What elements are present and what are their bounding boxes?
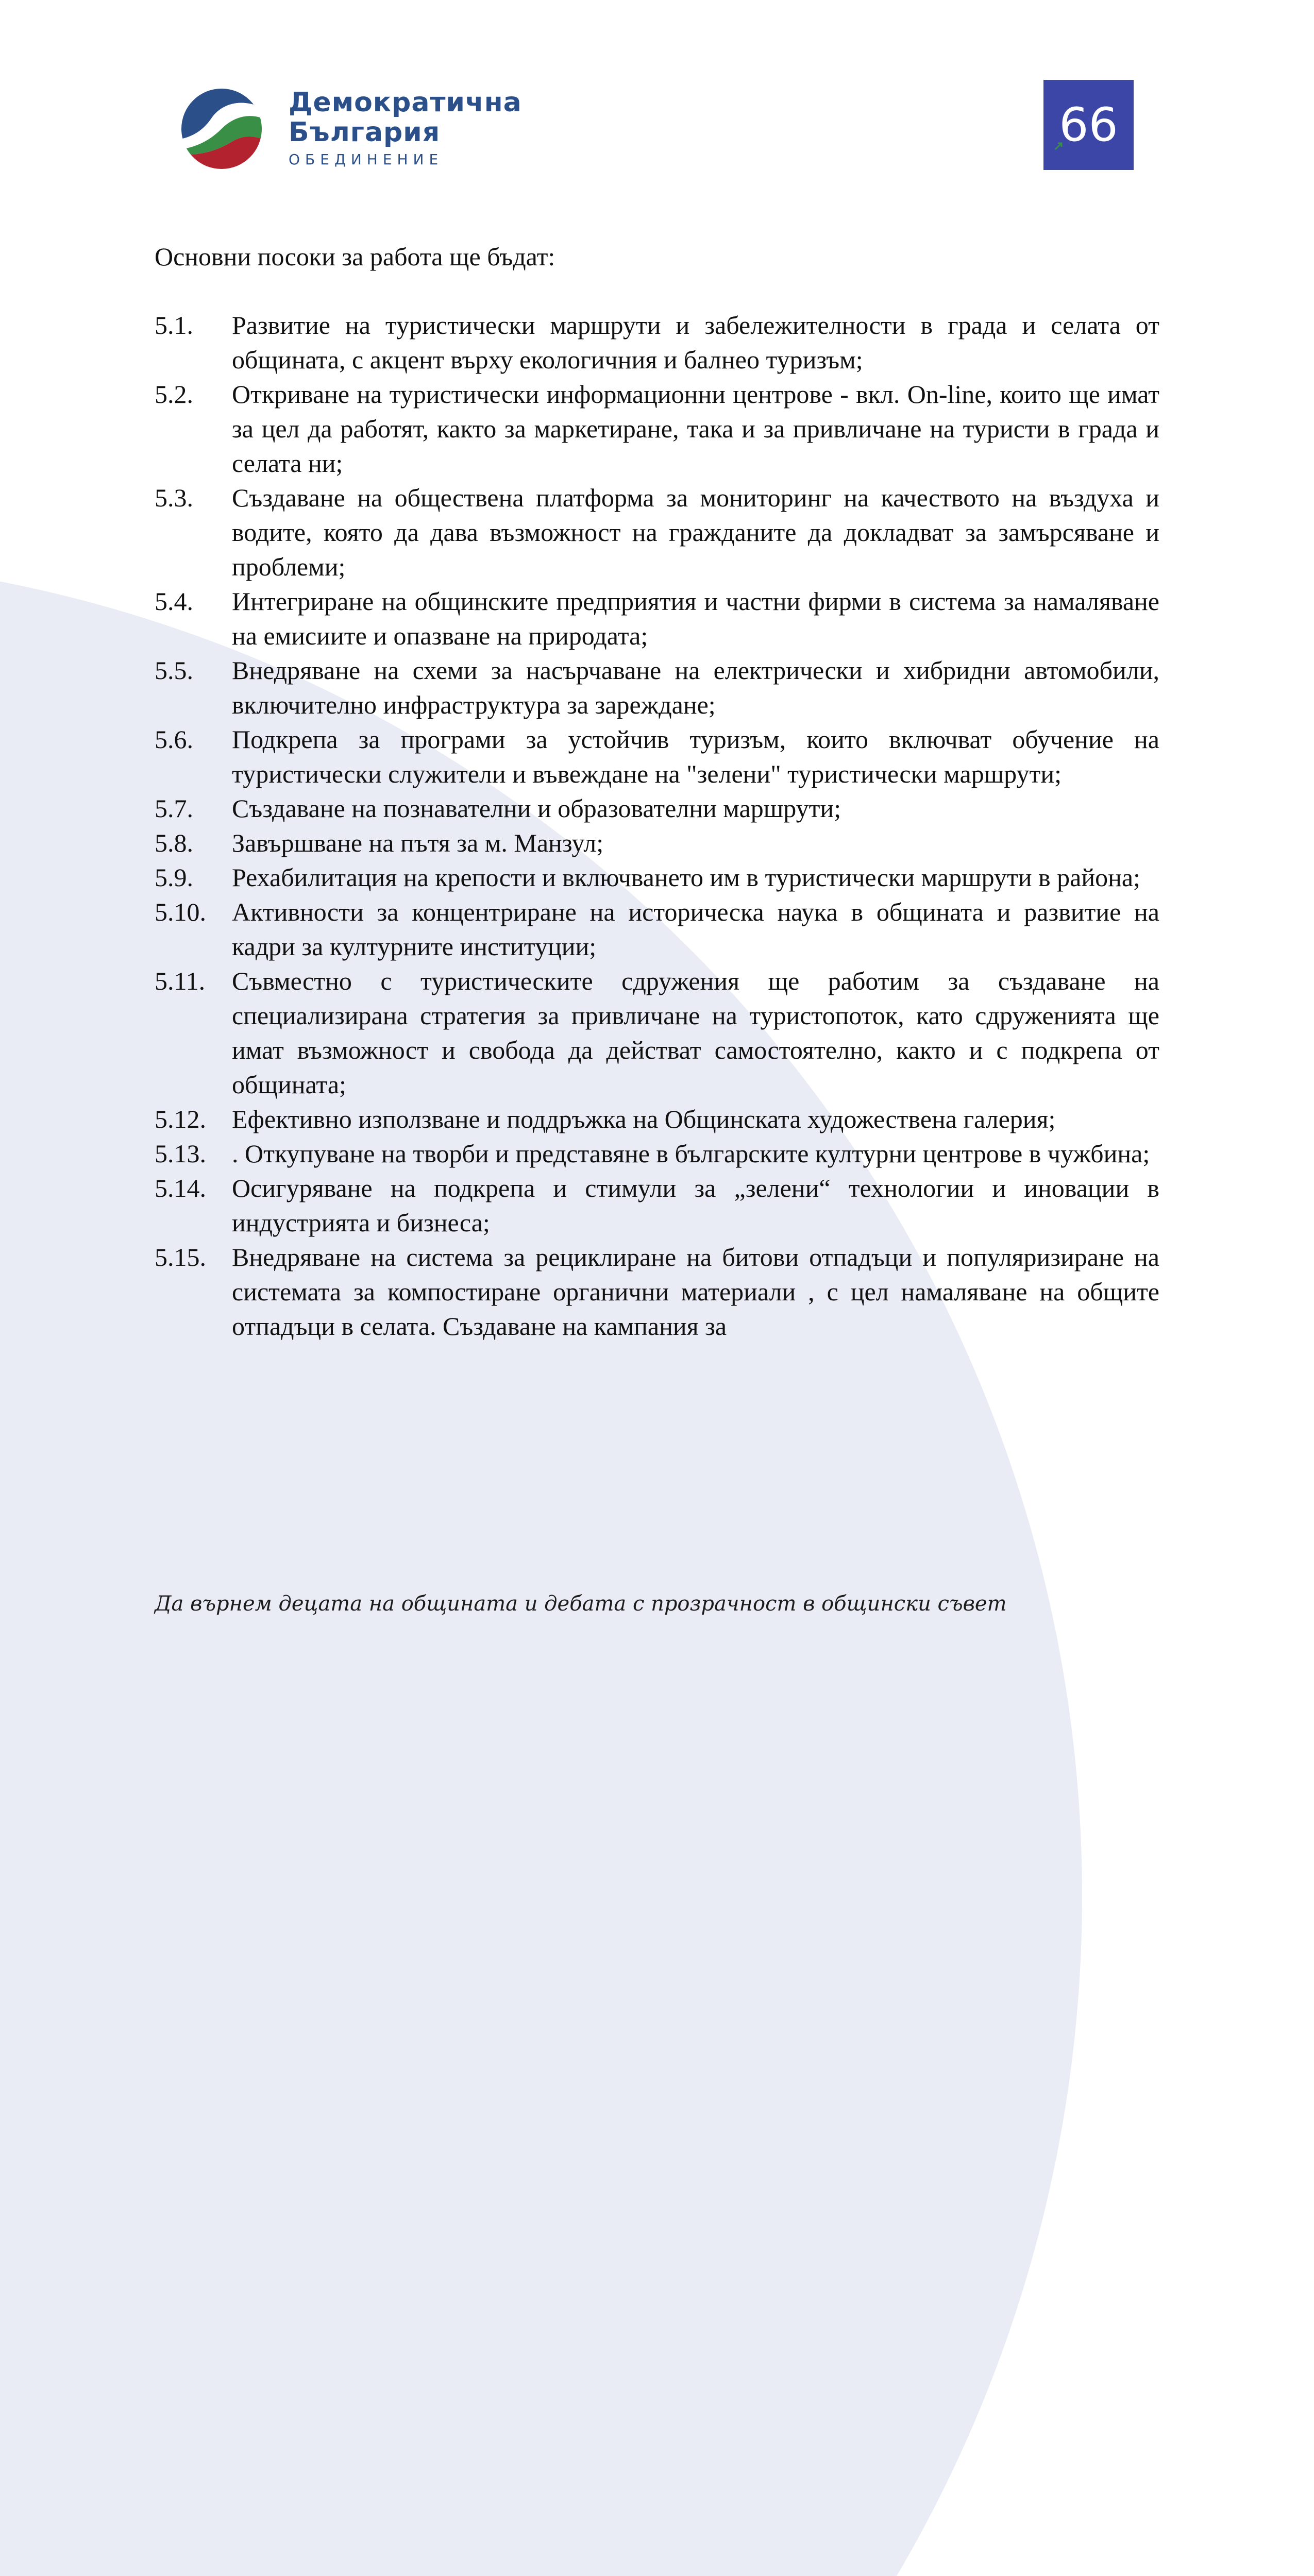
item-number: 5.1.: [155, 311, 193, 340]
item-number: 5.3.: [155, 483, 193, 512]
list-item: [155, 377, 1159, 481]
list-item: [155, 722, 1159, 791]
logo-subtitle: ОБЕДИНЕНИЕ: [289, 151, 444, 168]
item-number: 5.9.: [155, 863, 193, 892]
item-text: Съвместно с туристическите сдружения ще работим за създаване на специализирана стратегия за привличане на туристопоток, като сдруженията ще имат възможност и свобода да действат самостоятелно, както и с подкрепа от общината;: [232, 967, 1159, 1099]
item-text: Подкрепа за програми за устойчив туризъм, които включват обучение на туристически служители и въвеждане на "зелени" туристически маршрути;: [232, 725, 1159, 788]
intro-paragraph: Основни посоки за работа ще бъдат:: [155, 242, 555, 271]
list-item: [155, 1137, 1159, 1171]
list-item: [155, 1171, 1159, 1240]
list-item: [155, 895, 1159, 964]
item-number: 5.7.: [155, 794, 193, 823]
list-item: [155, 308, 1159, 377]
item-text: Осигуряване на подкрепа и стимули за „зелени“ технологии и иновации в индустрията и бизнеса;: [232, 1174, 1159, 1237]
item-number: 5.12.: [155, 1105, 206, 1133]
item-text: Рехабилитация на крепости и включването им в туристически маршрути в района;: [232, 863, 1140, 892]
item-number: 5.14.: [155, 1174, 206, 1202]
list-item: [155, 653, 1159, 722]
item-text: Създаване на обществена платформа за мониторинг на качеството на въздуха и водите, която да дава възможност на гражданите да докладват за замърсяване и проблеми;: [232, 483, 1159, 581]
list-item: [155, 584, 1159, 653]
page-number-badge: [1043, 80, 1134, 170]
item-number: 5.11.: [155, 967, 206, 995]
logo-emblem-icon: [180, 88, 263, 170]
list-item: [155, 826, 1159, 860]
item-number: 5.15.: [155, 1243, 206, 1272]
list-item: [155, 860, 1159, 895]
item-text: Откриване на туристически информационни центрове - вкл. On-line, които ще имат за цел да работят, както за маркетиране, така и за привличане на туристи в града и селата ни;: [232, 380, 1159, 478]
item-text: Ефективно използване и поддръжка на Общинската художествена галерия;: [232, 1105, 1056, 1133]
item-number: 5.5.: [155, 656, 193, 685]
item-text: Създаване на познавателни и образователни маршрути;: [232, 794, 841, 823]
item-number: 5.10.: [155, 897, 206, 926]
list-item: [155, 1102, 1159, 1137]
list-item: [155, 964, 1159, 1102]
item-number: 5.2.: [155, 380, 193, 409]
document-body: [155, 240, 1159, 1344]
item-text: Завършване на пътя за м. Манзул;: [232, 828, 604, 857]
item-text: Внедряване на система за рециклиране на битови отпадъци и популяризиране на системата за компостиране органични материали , с цел намаляване на общите отпадъци в селата. Създаване на кампания за: [232, 1243, 1159, 1341]
item-text: Внедряване на схеми за насърчаване на електрически и хибридни автомобили, включително инфраструктура за зареждане;: [232, 656, 1159, 719]
item-number: 5.4.: [155, 587, 193, 616]
footer-slogan: Да върнем децата на общината и дебата с прозрачност в общински съвет: [155, 1592, 1007, 1616]
arrow-up-right-icon: [1054, 141, 1064, 151]
list-item: [155, 481, 1159, 584]
item-text: . Откупуване на творби и представяне в българските културни центрове в чужбина;: [232, 1139, 1150, 1168]
logo-title-line1: Демократична: [289, 87, 522, 118]
list-item: [155, 791, 1159, 826]
party-logo: [180, 88, 541, 175]
item-number: 5.6.: [155, 725, 193, 754]
item-text: Интегриране на общинските предприятия и частни фирми в система за намаляване на емисиите и опазване на природата;: [232, 587, 1159, 650]
page-number: 66: [1059, 98, 1118, 152]
item-text: Активности за концентриране на историческа наука в общината и развитие на кадри за културните институции;: [232, 897, 1159, 961]
list-item: [155, 1240, 1159, 1344]
logo-title-line2: България: [289, 117, 441, 148]
item-number: 5.13.: [155, 1139, 206, 1168]
item-text: Развитие на туристически маршрути и забележителности в града и селата от общината, с акцент върху екологичния и балнео туризъм;: [232, 311, 1159, 374]
item-number: 5.8.: [155, 828, 193, 857]
